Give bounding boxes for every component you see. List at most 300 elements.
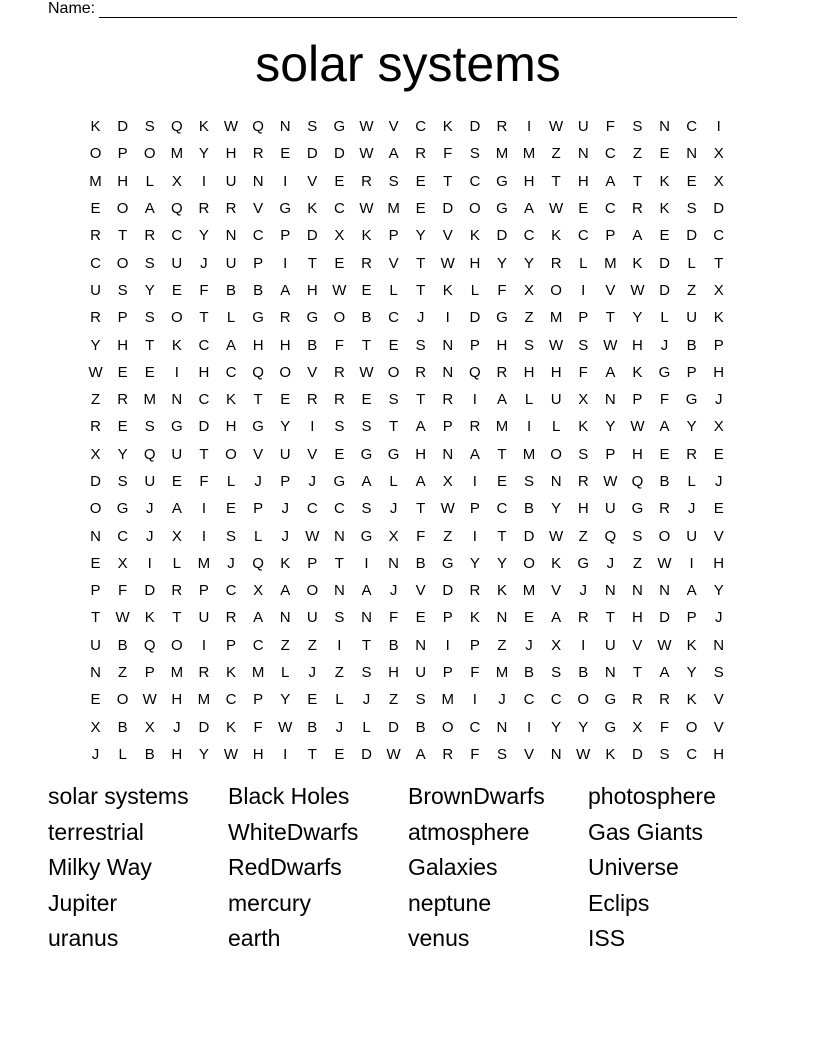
grid-letter: D — [361, 745, 372, 763]
grid-letter: A — [605, 172, 616, 190]
grid-letter: Z — [687, 281, 697, 299]
grid-letter: I — [472, 527, 477, 545]
grid-letter: Q — [252, 554, 264, 572]
grid-letter: J — [389, 500, 398, 518]
grid-letter: R — [361, 254, 372, 272]
grid-letter: S — [388, 172, 399, 190]
grid-letter: E — [659, 227, 670, 245]
grid-letter: H — [225, 145, 237, 163]
grid-letter: U — [279, 445, 291, 463]
grid-letter: O — [685, 718, 698, 736]
grid-letter: N — [279, 118, 291, 136]
grid-row — [82, 304, 732, 331]
grid-letter: T — [361, 636, 372, 654]
grid-letter: C — [550, 691, 562, 709]
grid-letter: J — [281, 500, 289, 518]
grid-letter: A — [469, 445, 480, 463]
grid-letter: W — [440, 254, 455, 272]
grid-letter: A — [226, 336, 237, 354]
grid-letter: L — [226, 473, 236, 490]
grid-letter: E — [361, 391, 372, 409]
grid-letter: I — [201, 500, 206, 518]
grid-letter: E — [686, 172, 697, 190]
grid-letter: I — [526, 118, 532, 136]
grid-letter: P — [253, 254, 264, 272]
grid-letter: H — [252, 336, 264, 354]
grid-letter: E — [307, 691, 318, 709]
grid-letter: Z — [280, 636, 290, 654]
grid-letter: R — [333, 391, 345, 409]
grid-letter: P — [469, 636, 480, 654]
grid-letter: S — [551, 664, 562, 682]
grid-letter: P — [280, 473, 291, 490]
grid-letter: C — [686, 745, 698, 763]
grid-letter: I — [283, 254, 288, 272]
grid-letter: W — [630, 418, 645, 436]
grid-letter: E — [713, 445, 724, 463]
grid-letter: Y — [496, 554, 507, 572]
name-blank-line[interactable] — [99, 3, 737, 18]
grid-letter: C — [252, 227, 264, 245]
grid-letter: B — [361, 309, 372, 327]
word-bank-item: RedDwarfs — [228, 854, 342, 880]
grid-letter: B — [415, 718, 426, 736]
grid-letter: K — [469, 227, 480, 245]
grid-letter: H — [117, 172, 129, 190]
grid-letter: K — [578, 418, 589, 436]
grid-letter: J — [145, 527, 154, 545]
grid-letter: V — [253, 200, 264, 218]
grid-letter: W — [630, 281, 645, 299]
grid-letter: T — [416, 254, 426, 272]
grid-letter: D — [117, 118, 129, 136]
grid-letter: W — [386, 745, 401, 763]
grid-letter: G — [441, 554, 454, 572]
grid-letter: C — [604, 145, 616, 163]
grid-letter: I — [283, 172, 288, 190]
grid-letter: R — [632, 200, 643, 218]
word-bank-item: photosphere — [588, 783, 716, 809]
grid-letter: X — [334, 227, 345, 245]
grid-letter: V — [605, 281, 616, 299]
grid-letter: R — [117, 391, 129, 409]
grid-letter: M — [197, 554, 211, 572]
grid-letter: V — [253, 445, 264, 463]
grid-letter: D — [144, 582, 156, 600]
grid-letter: S — [524, 473, 535, 490]
grid-letter: N — [442, 363, 454, 381]
grid-letter: H — [713, 745, 725, 763]
word-bank-item: ISS — [588, 925, 626, 951]
grid-letter: H — [577, 172, 589, 190]
grid-letter: N — [361, 609, 372, 627]
grid-letter: K — [605, 745, 616, 763]
grid-letter: Y — [496, 254, 507, 272]
grid-letter: U — [604, 500, 616, 518]
grid-letter: V — [713, 718, 724, 736]
grid-letter: W — [657, 636, 672, 654]
grid-row — [82, 195, 732, 222]
grid-letter: Y — [144, 281, 155, 299]
grid-letter: A — [280, 281, 291, 299]
grid-letter: N — [252, 172, 264, 190]
grid-letter: L — [253, 527, 263, 545]
grid-letter: E — [117, 363, 128, 381]
grid-letter: J — [362, 691, 371, 709]
grid-letter: S — [361, 418, 372, 436]
grid-letter: S — [307, 118, 318, 136]
grid-letter: L — [172, 554, 181, 572]
grid-letter: K — [307, 200, 318, 218]
grid-letter: R — [198, 200, 210, 218]
grid-letter: J — [687, 500, 696, 518]
grid-letter: O — [279, 363, 292, 381]
grid-row — [82, 522, 732, 549]
grid-letter: W — [305, 527, 320, 545]
grid-letter: J — [145, 500, 154, 518]
grid-letter: L — [687, 254, 696, 272]
word-bank-item: Universe — [588, 854, 679, 880]
grid-letter: W — [142, 691, 157, 709]
word-bank — [48, 780, 768, 958]
grid-letter: M — [170, 145, 184, 163]
grid-letter: G — [658, 363, 671, 381]
grid-letter: R — [469, 418, 481, 436]
grid-letter: C — [469, 172, 481, 190]
grid-letter: N — [659, 582, 670, 600]
grid-letter: S — [578, 336, 589, 354]
grid-letter: R — [361, 172, 372, 190]
grid-letter: C — [686, 118, 698, 136]
grid-letter: S — [632, 118, 643, 136]
grid-letter: D — [198, 718, 210, 736]
word-bank-item: venus — [408, 925, 470, 951]
name-field — [48, 0, 737, 18]
grid-letter: R — [496, 363, 508, 381]
grid-letter: C — [90, 254, 101, 272]
grid-letter: N — [279, 609, 291, 627]
grid-letter: E — [659, 145, 670, 163]
word-search-grid — [82, 113, 732, 768]
grid-letter: Z — [334, 664, 344, 682]
grid-letter: Z — [443, 527, 453, 545]
grid-letter: T — [307, 254, 317, 272]
grid-letter: N — [577, 145, 589, 163]
grid-letter: V — [524, 745, 535, 763]
grid-letter: N — [442, 336, 454, 354]
grid-letter: M — [170, 664, 184, 682]
grid-letter: H — [577, 500, 589, 518]
grid-letter: H — [171, 691, 183, 709]
grid-letter: Q — [252, 118, 264, 136]
grid-letter: G — [496, 172, 508, 190]
grid-letter: H — [388, 664, 399, 682]
grid-letter: W — [549, 200, 564, 218]
grid-letter: V — [713, 691, 724, 709]
grid-letter: K — [280, 554, 291, 572]
grid-letter: V — [415, 582, 426, 600]
grid-letter: W — [359, 118, 374, 136]
grid-letter: H — [523, 363, 535, 381]
grid-letter: O — [306, 582, 319, 600]
grid-letter: C — [713, 227, 725, 245]
grid-letter: V — [442, 227, 453, 245]
grid-letter: L — [362, 718, 371, 736]
grid-letter: I — [472, 473, 477, 490]
grid-letter: K — [442, 281, 453, 299]
grid-letter: Z — [118, 664, 128, 682]
grid-letter: E — [117, 418, 128, 436]
grid-letter: Y — [469, 554, 480, 572]
grid-letter: G — [631, 500, 644, 518]
grid-letter: E — [226, 500, 237, 518]
grid-letter: C — [496, 500, 508, 518]
grid-letter: Q — [252, 363, 264, 381]
grid-letter: I — [364, 554, 369, 572]
grid-letter: U — [171, 254, 183, 272]
grid-letter: D — [306, 145, 318, 163]
grid-letter: V — [551, 582, 562, 600]
grid-letter: Y — [415, 227, 426, 245]
grid-letter: I — [526, 418, 532, 436]
grid-letter: V — [388, 118, 399, 136]
grid-letter: W — [223, 118, 239, 136]
grid-letter: V — [388, 254, 399, 272]
grid-letter: L — [551, 418, 561, 436]
grid-letter: R — [90, 418, 101, 436]
grid-letter: E — [334, 745, 345, 763]
grid-letter: U — [415, 664, 427, 682]
grid-letter: F — [118, 582, 128, 600]
grid-letter: M — [522, 445, 536, 463]
grid-letter: C — [252, 636, 264, 654]
grid-letter: T — [334, 554, 344, 572]
grid-letter: N — [496, 609, 508, 627]
word-bank-item: Milky Way — [48, 854, 152, 880]
grid-letter: O — [89, 500, 102, 518]
grid-letter: R — [225, 200, 237, 218]
grid-letter: C — [577, 227, 589, 245]
grid-letter: H — [198, 363, 210, 381]
grid-letter: G — [577, 554, 590, 572]
grid-letter: U — [686, 527, 698, 545]
grid-letter: U — [604, 636, 616, 654]
word-bank-item: uranus — [48, 925, 119, 951]
word-bank-item: BrownDwarfs — [408, 783, 545, 809]
grid-letter: W — [549, 336, 564, 354]
grid-letter: J — [173, 718, 181, 736]
grid-letter: H — [523, 172, 535, 190]
grid-row — [82, 277, 732, 304]
grid-letter: P — [578, 309, 589, 327]
grid-letter: T — [416, 500, 426, 518]
grid-letter: S — [388, 391, 399, 409]
grid-letter: P — [713, 336, 724, 354]
grid-letter: D — [469, 309, 481, 327]
grid-letter: G — [496, 309, 508, 327]
grid-letter: Y — [686, 418, 697, 436]
grid-letter: K — [713, 309, 724, 327]
grid-letter: Y — [280, 418, 291, 436]
grid-letter: N — [550, 745, 562, 763]
grid-letter: G — [252, 309, 264, 327]
grid-letter: N — [225, 227, 237, 245]
grid-letter: E — [388, 336, 399, 354]
grid-letter: N — [171, 391, 183, 409]
grid-letter: U — [225, 254, 237, 272]
grid-letter: O — [577, 691, 590, 709]
grid-row — [82, 495, 732, 522]
grid-letter: W — [278, 718, 293, 736]
grid-letter: P — [686, 609, 697, 627]
grid-letter: G — [279, 200, 292, 218]
grid-letter: S — [144, 309, 155, 327]
grid-letter: B — [253, 281, 264, 299]
grid-letter: U — [90, 281, 101, 299]
grid-letter: J — [525, 636, 533, 654]
grid-letter: L — [118, 745, 127, 763]
grid-letter: E — [171, 281, 182, 299]
grid-letter: F — [199, 281, 209, 299]
grid-letter: A — [605, 363, 616, 381]
grid-letter: C — [523, 691, 535, 709]
grid-letter: R — [577, 473, 589, 490]
grid-letter: T — [416, 281, 426, 299]
grid-letter: C — [604, 200, 616, 218]
grid-letter: K — [226, 391, 237, 409]
grid-letter: H — [632, 336, 643, 354]
grid-letter: P — [469, 500, 480, 518]
grid-letter: G — [604, 718, 617, 736]
grid-letter: Q — [170, 118, 183, 136]
grid-letter: H — [171, 745, 183, 763]
grid-letter: Y — [551, 500, 562, 518]
grid-letter: H — [225, 418, 237, 436]
grid-letter: C — [523, 227, 535, 245]
grid-letter: Z — [388, 691, 399, 709]
grid-letter: H — [415, 445, 427, 463]
grid-letter: T — [199, 309, 209, 327]
grid-letter: S — [334, 609, 345, 627]
grid-letter: T — [90, 609, 101, 627]
grid-letter: K — [659, 172, 670, 190]
grid-letter: D — [442, 200, 454, 218]
grid-letter: F — [334, 336, 344, 354]
grid-letter: K — [551, 227, 562, 245]
grid-letter: J — [416, 309, 425, 327]
grid-letter: U — [306, 609, 318, 627]
grid-row — [82, 168, 732, 195]
grid-letter: J — [308, 473, 317, 490]
grid-letter: K — [226, 664, 237, 682]
grid-letter: Y — [686, 664, 697, 682]
grid-letter: X — [171, 527, 182, 545]
grid-letter: W — [657, 554, 672, 572]
grid-letter: T — [361, 336, 372, 354]
grid-letter: E — [90, 200, 101, 218]
grid-letter: V — [307, 363, 318, 381]
grid-letter: P — [442, 609, 453, 627]
grid-letter: L — [660, 309, 669, 327]
grid-letter: B — [524, 664, 535, 682]
grid-letter: S — [144, 418, 155, 436]
grid-letter: A — [496, 391, 507, 409]
grid-letter: T — [416, 391, 426, 409]
grid-letter: E — [415, 609, 426, 627]
grid-letter: B — [117, 718, 128, 736]
grid-letter: X — [524, 281, 535, 299]
grid-letter: K — [90, 118, 101, 136]
grid-letter: R — [550, 254, 562, 272]
grid-letter: N — [632, 582, 643, 600]
grid-letter: G — [685, 391, 698, 409]
grid-letter: S — [415, 336, 426, 354]
grid-letter: H — [550, 363, 562, 381]
grid-letter: Q — [631, 473, 644, 490]
grid-letter: O — [658, 527, 671, 545]
grid-letter: O — [469, 200, 481, 218]
grid-letter: F — [605, 118, 615, 136]
grid-letter: H — [279, 336, 291, 354]
grid-letter: U — [171, 445, 183, 463]
grid-letter: D — [388, 718, 399, 736]
grid-letter: R — [442, 745, 454, 763]
grid-letter: Q — [604, 527, 617, 545]
grid-letter: A — [551, 609, 562, 627]
grid-letter: H — [117, 336, 129, 354]
grid-letter: M — [495, 418, 509, 436]
grid-letter: M — [251, 664, 265, 682]
grid-letter: A — [686, 582, 697, 600]
grid-letter: S — [415, 691, 426, 709]
grid-letter: Y — [632, 309, 643, 327]
grid-letter: K — [198, 118, 209, 136]
grid-letter: V — [713, 527, 724, 545]
grid-letter: R — [415, 145, 427, 163]
grid-letter: Z — [90, 391, 101, 409]
grid-letter: O — [550, 445, 562, 463]
grid-letter: J — [227, 554, 235, 572]
grid-letter: N — [333, 527, 345, 545]
grid-letter: O — [550, 281, 562, 299]
grid-letter: T — [497, 445, 507, 463]
grid-letter: D — [659, 254, 670, 272]
grid-letter: N — [388, 554, 399, 572]
grid-letter: D — [306, 227, 318, 245]
grid-letter: A — [632, 227, 643, 245]
grid-letter: B — [524, 500, 535, 518]
grid-letter: D — [686, 227, 698, 245]
grid-letter: B — [117, 636, 128, 654]
grid-letter: Z — [497, 636, 507, 654]
grid-letter: C — [388, 309, 399, 327]
grid-letter: X — [144, 718, 155, 736]
grid-row — [82, 113, 732, 140]
grid-letter: E — [90, 554, 101, 572]
grid-letter: H — [252, 745, 264, 763]
grid-letter: I — [716, 118, 721, 136]
grid-letter: V — [307, 445, 318, 463]
grid-letter: F — [659, 718, 670, 736]
word-bank-item: neptune — [408, 889, 492, 916]
grid-letter: B — [307, 336, 318, 354]
grid-letter: I — [445, 309, 450, 327]
grid-letter: T — [605, 309, 615, 327]
grid-letter: T — [443, 172, 453, 190]
grid-letter: Z — [632, 554, 642, 572]
grid-letter: K — [171, 336, 182, 354]
grid-letter: K — [144, 609, 155, 627]
